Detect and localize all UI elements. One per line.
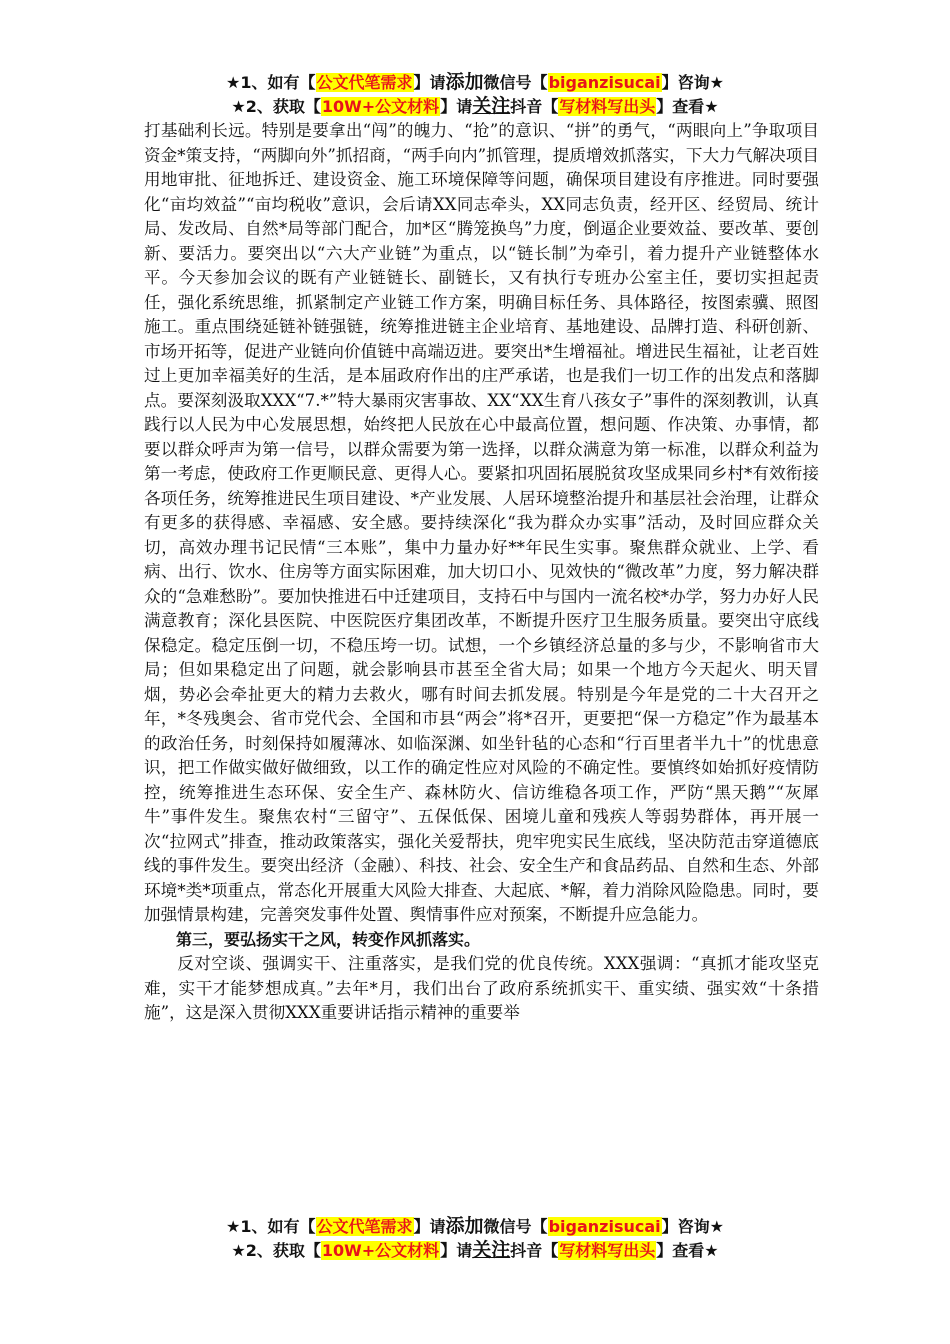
banner-line-2 (0, 94, 950, 119)
footer-line2-emphasis: 关注 (472, 1239, 511, 1261)
document-body (144, 119, 819, 1026)
banner-line2-mid2: 抖音【 (510, 97, 559, 116)
banner-line2-suffix: 】查看★ (656, 97, 719, 116)
footer-line2-suffix: 】查看★ (656, 1241, 719, 1260)
banner-line2-prefix: ★2、获取【 (231, 97, 321, 116)
footer-line1-suffix: 】咨询★ (661, 1217, 724, 1236)
body-paragraph: 打基础利长远。特别是要拿出“闯”的魄力、“抢”的意识、“拼”的勇气，“两眼向上”争取项目资金*策支持，“两脚向外”抓招商，“两手向内”抓管理，提质增效抓落实，下大力气解决项目用地审批、征地拆迁、建设资金、施工环境保障等问题，确保项目建设有序推进。同时要强化“亩均效益”“亩均税收”意识，会后请XX同志牵头，XX同志负责，经开区、经贸局、统计局、发改局、自然*局等部门配合，加*区“腾笼换鸟”力度，倒逼企业要效益、要改革、要创新、要活力。要突出以“六大产业链”为重点，以“链长制”为牵引，着力提升产业链整体水平。今天参加会议的既有产业链链长、副链长，又有执行专班办公室主任，要切实担起责任，强化系统思维，抓紧制定产业链工作方案，明确目标任务、具体路径，按图索骥、照图施工。重点围绕延链补链强链，统筹推进链主企业培育、基地建设、品牌打造、科研创新、市场开拓等，促进产业链向价值链中高端迈进。要突出*生增福祉。增进民生福祉，让老百姓过上更加幸福美好的生活，是本届政府作出的庄严承诺，也是我们一切工作的出发点和落脚点。要深刻汲取XXX“7.*”特大暴雨灾害事故、XX“XX生育八孩女子”事件的深刻教训，认真践行以人民为中心发展思想，始终把人民放在心中最高位置，想问题、作决策、办事情，都要以群众呼声为第一信号，以群众需要为第一选择，以群众满意为第一标准，以群众利益为第一考虑，使政府工作更顺民意、更得人心。要紧扣巩固拓展脱贫攻坚成果同乡村*有效衔接各项任务，统筹推进民生项目建设、*产业发展、人居环境整治提升和基层社会治理，让群众有更多的获得感、幸福感、安全感。要持续深化“我为群众办实事”活动，及时回应群众关切，高效办理书记民情“三本账”，集中力量办好**年民生实事。聚焦群众就业、上学、看病、出行、饮水、住房等方面实际困难，加大切口小、见效快的“微改革”力度，努力解决群众的“急难愁盼”。要加快推进石中迁建项目，支持石中与国内一流名校*办学，努力办好人民满意教育；深化县医院、中医院医疗集团改革，不断提升医疗卫生服务质量。要突出守底线保稳定。稳定压倒一切，不稳压垮一切。试想，一个乡镇经济总量的多与少，不影响省市大局；但如果稳定出了问题，就会影响县市甚至全省大局；如果一个地方今天起火、明天冒烟，势必会牵扯更大的精力去救火，哪有时间去抓发展。特别是今年是党的二十大召开之年，*冬残奥会、省市党代会、全国和市县“两会”将*召开，更要把“保一方稳定”作为最基本的政治任务，时刻保持如履薄冰、如临深渊、如坐针毡的心态和“行百里者半九十”的忧患意识，把工作做实做好做细致，以工作的确定性应对风险的不确定性。要慎终如始抓好疫情防控，统筹推进生态环保、安全生产、森林防火、信访维稳各项工作，严防“黑天鹅”“灰犀牛”事件发生。聚焦农村“三留守”、五保低保、困境儿童和残疾人等弱势群体，再开展一次“拉网式”排查，推动政策落实，强化关爱帮扶，兜牢兜实民生底线，坚决防范击穿道德底线的事件发生。要突出经济（金融）、科技、社会、安全生产和食品药品、自然和生态、外部环境*类*项重点，常态化开展重大风险大排查、大起底、*解，着力消除风险隐患。同时，要加强情景构建，完善突发事件处置、舆情事件应对预案，不断提升应急能力。 (144, 121, 819, 924)
banner-line1-highlight-wechat: biganzisucai (548, 73, 661, 92)
footer-line1-mid1: 】请 (413, 1217, 446, 1236)
footer-line1-highlight-service: 公文代笔需求 (316, 1217, 413, 1236)
footer-line2-mid2: 抖音【 (510, 1241, 559, 1260)
banner-line1-prefix: ★1、如有【 (226, 73, 316, 92)
footer-banner-line-1 (0, 1214, 950, 1239)
banner-line2-highlight-douyin: 写材料写出头 (559, 97, 656, 116)
banner-line1-emphasis: 添加 (445, 71, 484, 93)
banner-line-1 (0, 70, 950, 95)
banner-line2-emphasis: 关注 (472, 95, 511, 117)
footer-line2-prefix: ★2、获取【 (231, 1241, 321, 1260)
footer-banner-line-2 (0, 1238, 950, 1263)
footer-line1-mid2: 微信号【 (483, 1217, 548, 1236)
body-paragraph: 反对空谈、强调实干、注重落实，是我们党的优良传统。XXX强调：“真抓才能攻坚克难，实干才能梦想成真。”去年*月，我们出台了政府系统抓实干、重实绩、强实效“十条措施”，这是深入贯彻XXX重要讲话指示精神的重要举 (144, 954, 819, 1022)
banner-line1-highlight-service: 公文代笔需求 (316, 73, 413, 92)
section-heading: 第三，要弘扬实干之风，转变作风抓落实。 (176, 929, 481, 949)
banner-line2-highlight-materials: 10W+公文材料 (321, 97, 440, 116)
banner-line1-suffix: 】咨询★ (661, 73, 724, 92)
footer-line1-emphasis: 添加 (445, 1215, 484, 1237)
banner-line1-mid1: 】请 (413, 73, 446, 92)
footer-line2-mid1: 】请 (440, 1241, 473, 1260)
footer-line1-prefix: ★1、如有【 (226, 1217, 316, 1236)
banner-line1-mid2: 微信号【 (483, 73, 548, 92)
banner-line2-mid1: 】请 (440, 97, 473, 116)
footer-line2-highlight-douyin: 写材料写出头 (559, 1241, 656, 1260)
footer-line1-highlight-wechat: biganzisucai (548, 1217, 661, 1236)
footer-line2-highlight-materials: 10W+公文材料 (321, 1241, 440, 1260)
